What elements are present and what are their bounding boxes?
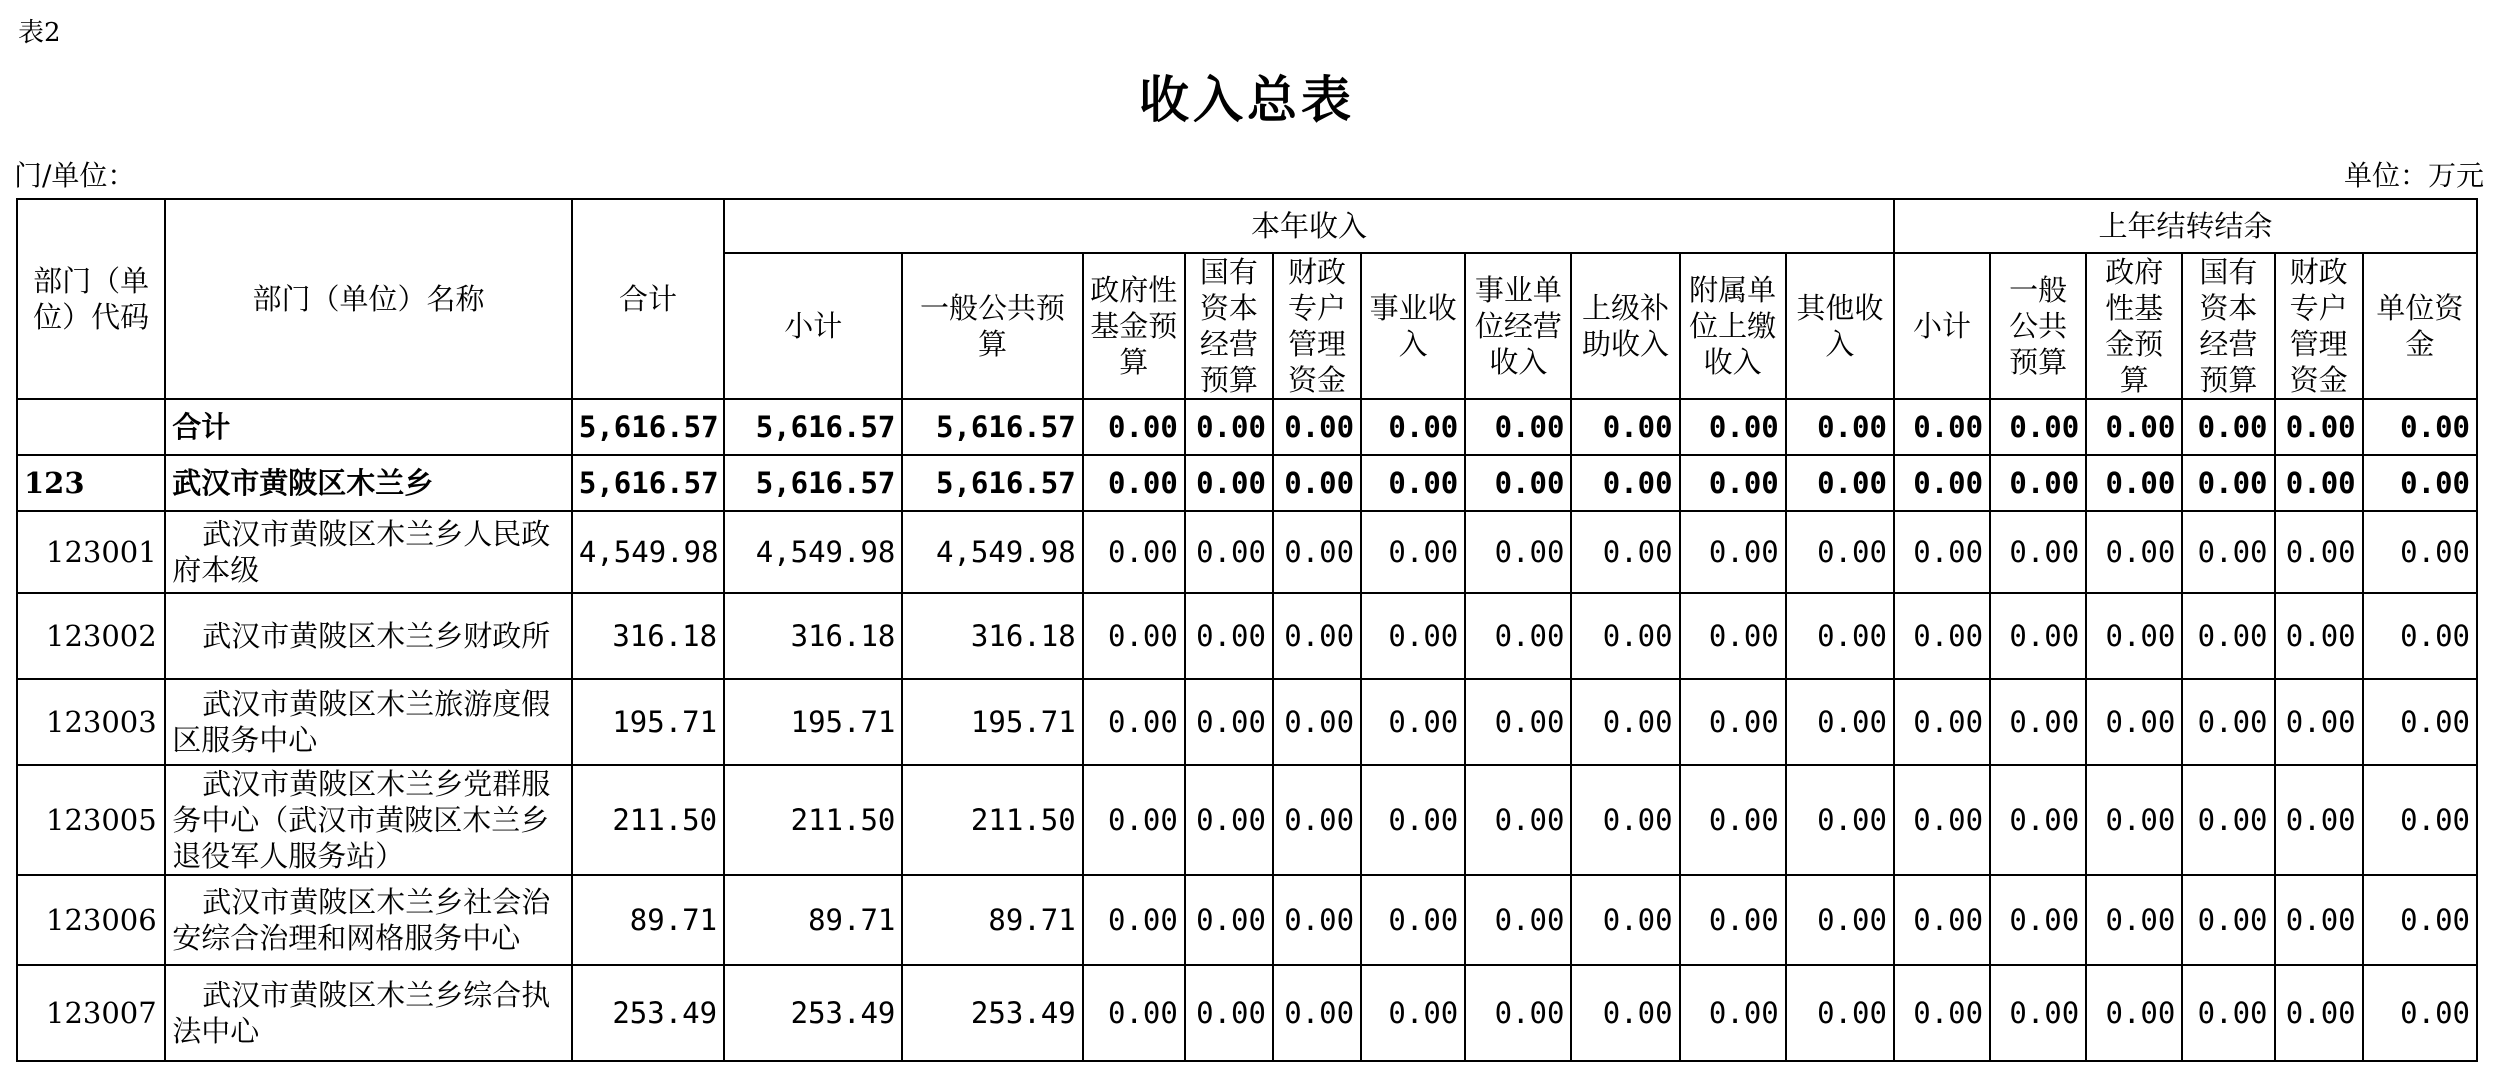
cell-value: 0.00 [2363,679,2477,765]
cell-value: 0.00 [1361,399,1465,455]
cell-value: 0.00 [1361,765,1465,875]
cell-code: 123006 [17,875,165,965]
cell-value: 0.00 [2275,679,2363,765]
col-header-current: 附属单位上缴收入 [1680,253,1786,399]
col-group-current-year: 本年收入 [724,199,1894,253]
cell-value: 89.71 [572,875,724,965]
cell-value: 0.00 [2275,455,2363,511]
cell-value: 89.71 [902,875,1082,965]
col-header-name: 部门（单位）名称 [165,199,572,399]
col-header-total: 合计 [572,199,724,399]
table-row [17,875,2477,965]
cell-name: 武汉市黄陂区木兰乡人民政府本级 [165,511,572,593]
cell-value: 5,616.57 [902,399,1082,455]
cell-value: 0.00 [1894,399,1990,455]
cell-value: 0.00 [1786,593,1894,679]
table-tag: 表2 [18,18,61,48]
table-row [17,965,2477,1061]
col-header-current: 上级补助收入 [1571,253,1679,399]
cell-value: 0.00 [1083,965,1185,1061]
col-header-carryover: 小计 [1894,253,1990,399]
cell-value: 0.00 [1185,965,1273,1061]
col-header-current: 国有资本经营预算 [1185,253,1273,399]
cell-value: 0.00 [2086,511,2182,593]
cell-code: 123007 [17,965,165,1061]
cell-value: 195.71 [902,679,1082,765]
col-header-carryover: 政府性基金预算 [2086,253,2182,399]
cell-value: 0.00 [1083,875,1185,965]
col-header-current: 政府性基金预算 [1083,253,1185,399]
income-summary-table [16,198,2478,1062]
cell-value: 0.00 [1786,455,1894,511]
cell-value: 0.00 [1990,399,2086,455]
cell-value: 253.49 [724,965,902,1061]
cell-value: 0.00 [2182,875,2274,965]
cell-value: 0.00 [1680,511,1786,593]
cell-value: 0.00 [1465,511,1571,593]
cell-value: 0.00 [2182,679,2274,765]
cell-value: 0.00 [1361,593,1465,679]
cell-value: 0.00 [1185,875,1273,965]
cell-value: 0.00 [1990,679,2086,765]
cell-value: 0.00 [1571,511,1679,593]
cell-value: 0.00 [2086,399,2182,455]
cell-value: 0.00 [1185,679,1273,765]
cell-value: 0.00 [1465,593,1571,679]
department-label: 门/单位： [14,159,136,192]
cell-value: 5,616.57 [572,455,724,511]
cell-value: 89.71 [724,875,902,965]
col-header-code: 部门（单位）代码 [17,199,165,399]
cell-value: 0.00 [1083,511,1185,593]
col-header-current: 一般公共预算 [902,253,1082,399]
cell-value: 211.50 [572,765,724,875]
cell-value: 0.00 [1786,875,1894,965]
cell-value: 0.00 [1465,679,1571,765]
cell-value: 0.00 [2275,875,2363,965]
cell-value: 5,616.57 [724,399,902,455]
cell-value: 0.00 [1990,765,2086,875]
cell-value: 0.00 [1680,399,1786,455]
cell-value: 4,549.98 [572,511,724,593]
cell-value: 211.50 [724,765,902,875]
cell-value: 0.00 [2086,455,2182,511]
cell-value: 0.00 [1083,593,1185,679]
col-header-current: 事业收入 [1361,253,1465,399]
table-row [17,511,2477,593]
cell-value: 0.00 [1786,765,1894,875]
cell-value: 0.00 [1894,511,1990,593]
cell-name: 武汉市黄陂区木兰旅游度假区服务中心 [165,679,572,765]
cell-value: 0.00 [1990,875,2086,965]
cell-value: 0.00 [2182,965,2274,1061]
cell-value: 0.00 [1990,455,2086,511]
col-header-current: 小计 [724,253,902,399]
col-header-carryover: 单位资金 [2363,253,2477,399]
cell-value: 0.00 [2086,765,2182,875]
cell-value: 0.00 [2275,399,2363,455]
col-header-carryover: 财政专户管理资金 [2275,253,2363,399]
cell-name: 武汉市黄陂区木兰乡综合执法中心 [165,965,572,1061]
col-group-carryover: 上年结转结余 [1894,199,2477,253]
table-row [17,679,2477,765]
cell-value: 5,616.57 [572,399,724,455]
table-row [17,455,2477,511]
cell-value: 0.00 [1273,765,1361,875]
cell-code: 123 [17,455,165,511]
cell-value: 0.00 [1185,399,1273,455]
cell-name: 武汉市黄陂区木兰乡财政所 [165,593,572,679]
cell-value: 0.00 [2182,765,2274,875]
cell-value: 0.00 [1571,965,1679,1061]
cell-value: 0.00 [1273,455,1361,511]
cell-value: 0.00 [1185,765,1273,875]
cell-value: 0.00 [1273,679,1361,765]
cell-value: 0.00 [2363,511,2477,593]
cell-value: 0.00 [1361,679,1465,765]
cell-value: 0.00 [2182,455,2274,511]
cell-value: 0.00 [2182,399,2274,455]
cell-value: 0.00 [2275,511,2363,593]
cell-value: 0.00 [1894,965,1990,1061]
cell-value: 0.00 [1894,593,1990,679]
cell-name: 武汉市黄陂区木兰乡 [165,455,572,511]
cell-value: 0.00 [1273,399,1361,455]
cell-value: 0.00 [1786,511,1894,593]
cell-value: 211.50 [902,765,1082,875]
cell-value: 0.00 [1185,593,1273,679]
cell-value: 195.71 [572,679,724,765]
cell-value: 0.00 [2363,593,2477,679]
cell-value: 0.00 [2182,511,2274,593]
cell-code: 123005 [17,765,165,875]
cell-value: 0.00 [1083,679,1185,765]
col-header-current: 财政专户管理资金 [1273,253,1361,399]
cell-code: 123002 [17,593,165,679]
cell-value: 0.00 [1680,455,1786,511]
cell-value: 0.00 [1786,399,1894,455]
cell-value: 0.00 [1680,875,1786,965]
cell-value: 0.00 [1680,765,1786,875]
cell-value: 0.00 [1571,679,1679,765]
cell-value: 316.18 [902,593,1082,679]
cell-value: 0.00 [2363,875,2477,965]
cell-value: 316.18 [724,593,902,679]
cell-value: 316.18 [572,593,724,679]
cell-value: 0.00 [1273,593,1361,679]
cell-value: 0.00 [2182,593,2274,679]
cell-name: 武汉市黄陂区木兰乡社会治安综合治理和网格服务中心 [165,875,572,965]
cell-value: 0.00 [1185,455,1273,511]
table-body [17,399,2477,1061]
cell-value: 0.00 [1990,511,2086,593]
cell-value: 0.00 [2275,965,2363,1061]
cell-value: 195.71 [724,679,902,765]
cell-value: 0.00 [2086,965,2182,1061]
cell-value: 0.00 [1465,399,1571,455]
unit-label: 单位：万元 [2343,159,2484,192]
cell-value: 0.00 [1465,765,1571,875]
cell-value: 0.00 [1361,965,1465,1061]
cell-value: 4,549.98 [902,511,1082,593]
cell-value: 0.00 [1894,875,1990,965]
cell-value: 0.00 [1083,399,1185,455]
cell-value: 0.00 [1990,965,2086,1061]
cell-value: 0.00 [2363,399,2477,455]
col-header-current: 事业单位经营收入 [1465,253,1571,399]
cell-value: 0.00 [2086,593,2182,679]
cell-value: 0.00 [1083,765,1185,875]
cell-value: 0.00 [1273,965,1361,1061]
cell-value: 0.00 [1361,875,1465,965]
col-header-current: 其他收入 [1786,253,1894,399]
cell-value: 0.00 [1185,511,1273,593]
cell-value: 0.00 [1680,965,1786,1061]
cell-value: 0.00 [2086,875,2182,965]
page-title: 收入总表 [1139,70,1355,129]
cell-value: 0.00 [1680,593,1786,679]
cell-value: 0.00 [1894,455,1990,511]
cell-value: 5,616.57 [902,455,1082,511]
cell-value: 0.00 [1894,679,1990,765]
cell-value: 0.00 [1273,511,1361,593]
cell-value: 0.00 [1894,765,1990,875]
table-row [17,765,2477,875]
cell-value: 0.00 [1786,965,1894,1061]
table-row [17,593,2477,679]
cell-value: 0.00 [2363,455,2477,511]
cell-value: 0.00 [2275,765,2363,875]
cell-value: 0.00 [1465,965,1571,1061]
cell-value: 0.00 [1786,679,1894,765]
cell-code [17,399,165,455]
cell-name: 合计 [165,399,572,455]
cell-code: 123003 [17,679,165,765]
cell-code: 123001 [17,511,165,593]
cell-name: 武汉市黄陂区木兰乡党群服务中心（武汉市黄陂区木兰乡退役军人服务站） [165,765,572,875]
cell-value: 0.00 [2275,593,2363,679]
col-header-carryover: 国有资本经营预算 [2182,253,2274,399]
cell-value: 0.00 [1571,765,1679,875]
cell-value: 0.00 [1083,455,1185,511]
cell-value: 0.00 [1465,455,1571,511]
cell-value: 0.00 [1571,399,1679,455]
cell-value: 0.00 [1571,593,1679,679]
cell-value: 0.00 [1361,455,1465,511]
col-header-carryover: 一般公共预算 [1990,253,2086,399]
table-row [17,399,2477,455]
cell-value: 0.00 [1465,875,1571,965]
cell-value: 0.00 [2086,679,2182,765]
cell-value: 4,549.98 [724,511,902,593]
cell-value: 0.00 [1571,455,1679,511]
cell-value: 0.00 [1571,875,1679,965]
cell-value: 0.00 [1361,511,1465,593]
cell-value: 0.00 [2363,965,2477,1061]
cell-value: 253.49 [902,965,1082,1061]
cell-value: 5,616.57 [724,455,902,511]
cell-value: 0.00 [1680,679,1786,765]
cell-value: 0.00 [1990,593,2086,679]
cell-value: 0.00 [1273,875,1361,965]
cell-value: 253.49 [572,965,724,1061]
cell-value: 0.00 [2363,765,2477,875]
